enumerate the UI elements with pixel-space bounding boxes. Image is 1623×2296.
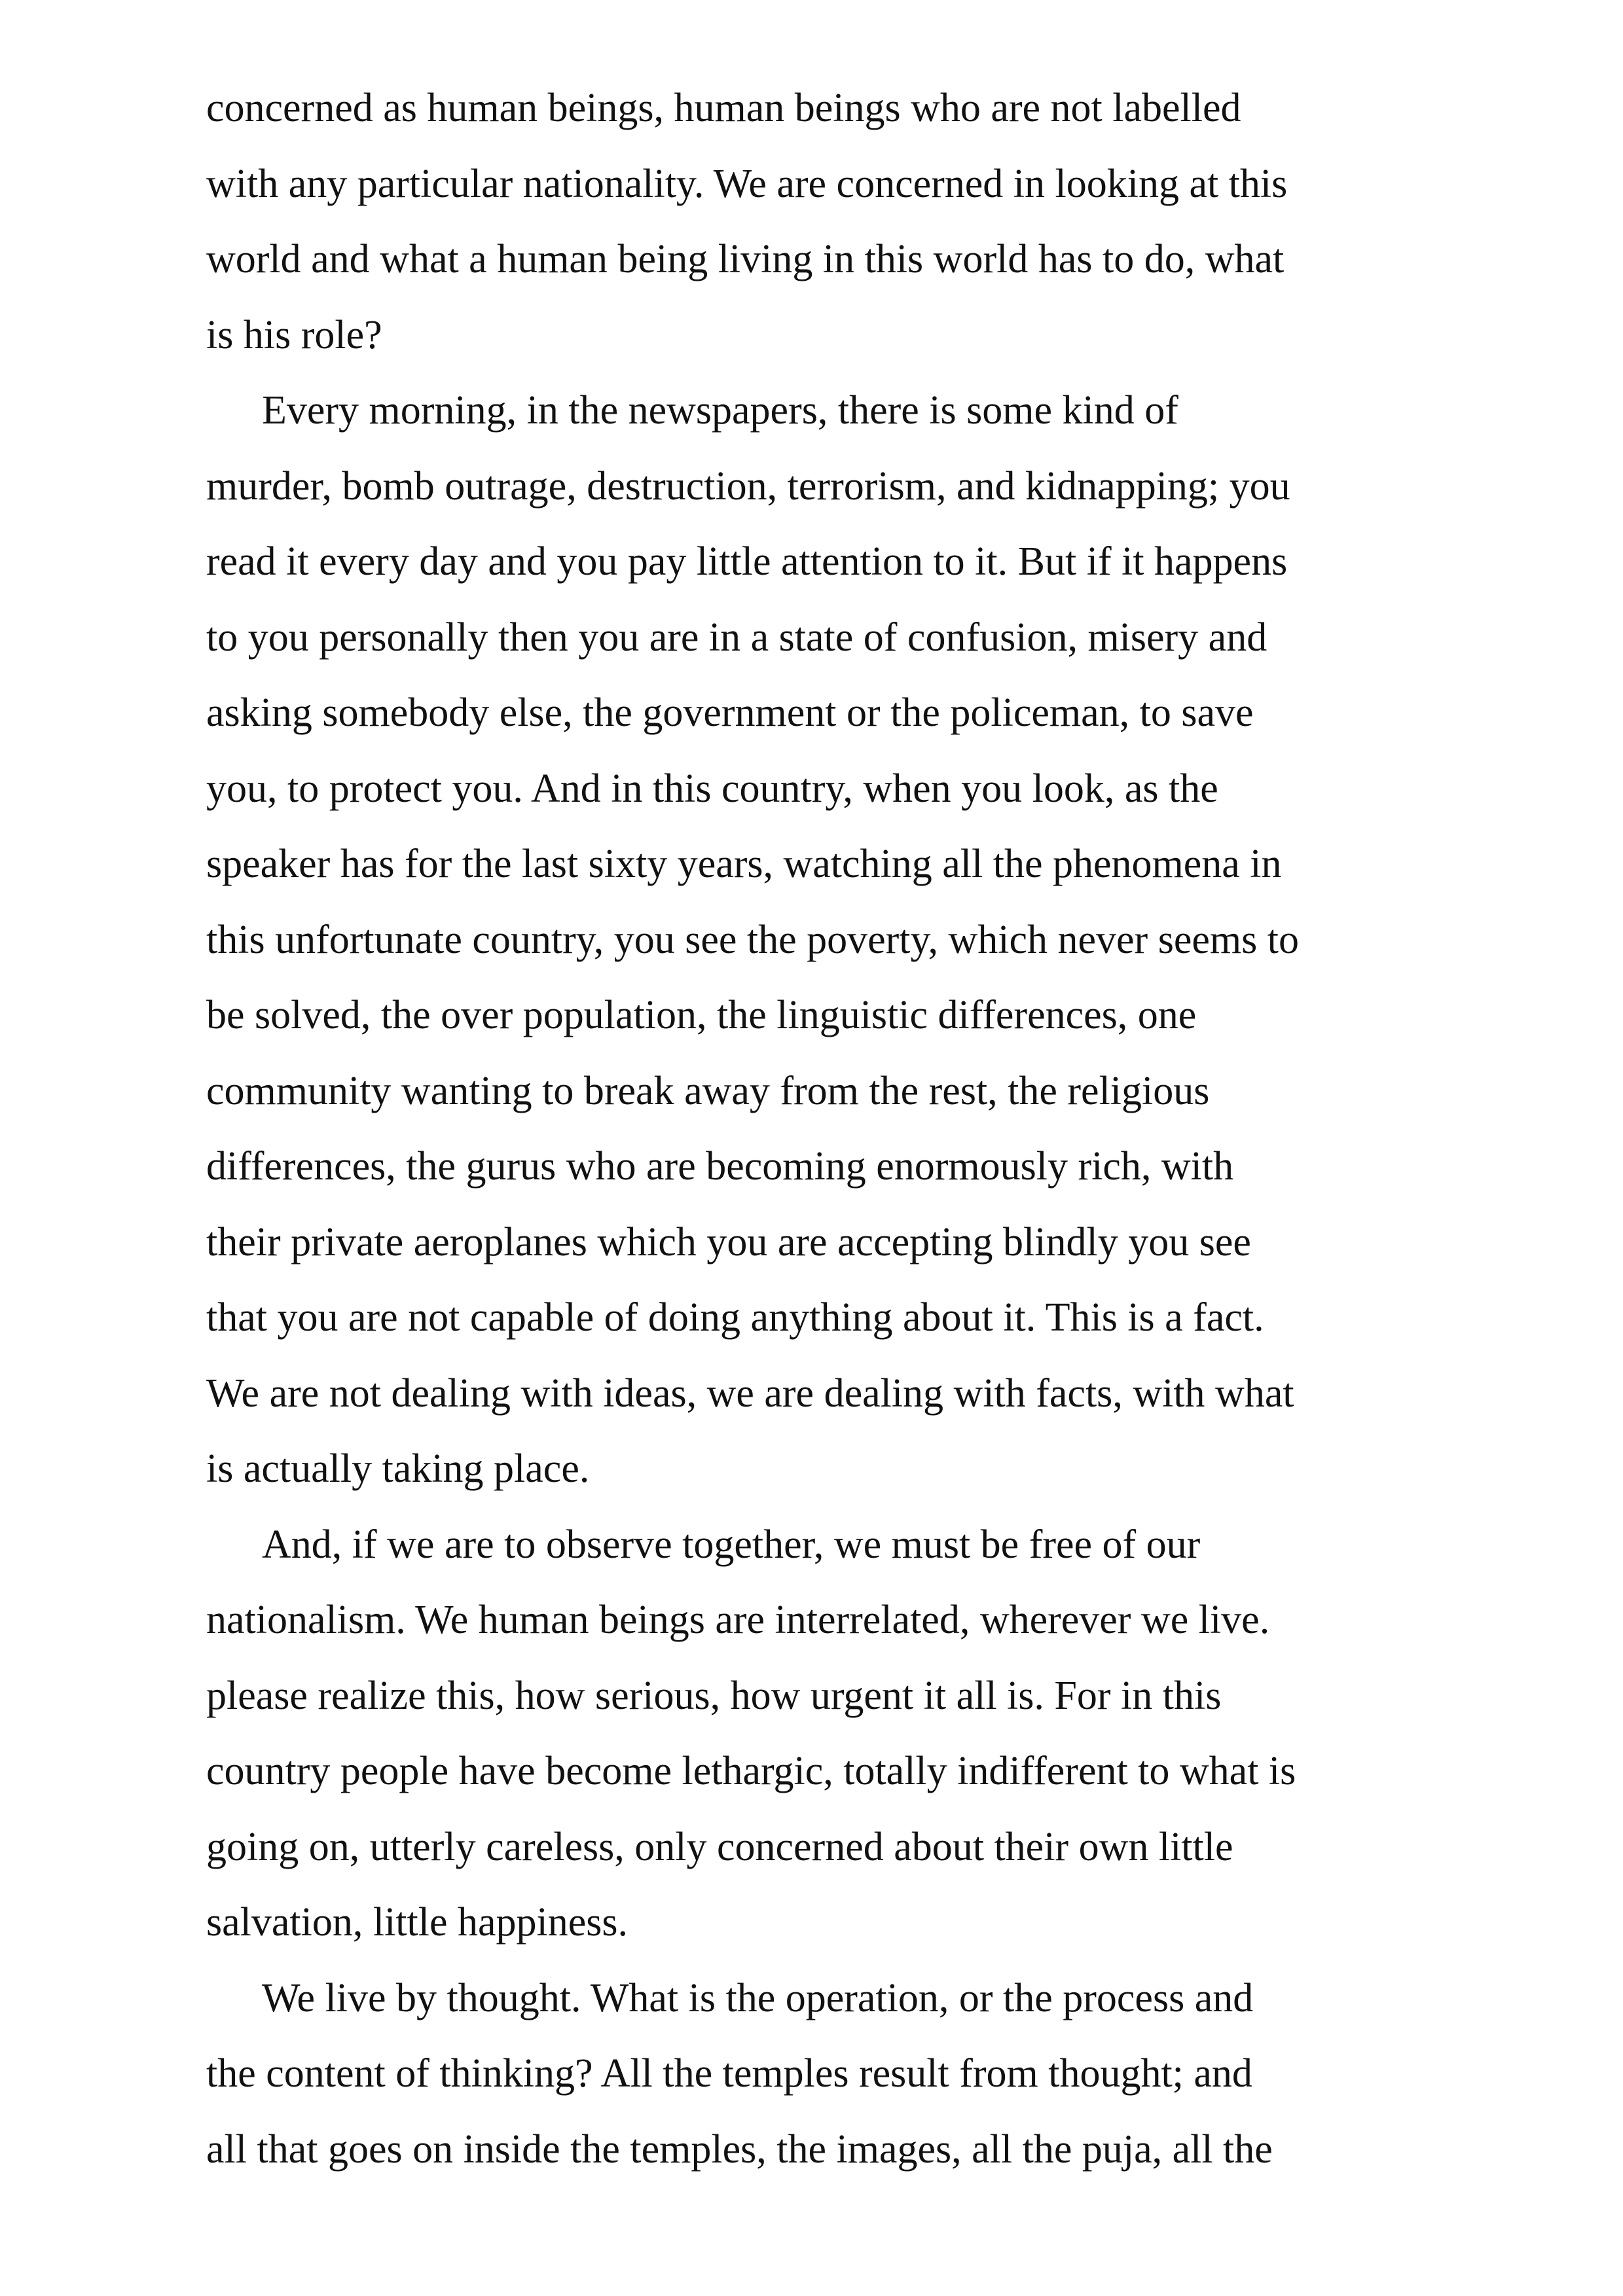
text-line: is his role? bbox=[206, 312, 382, 357]
text-line: their private aeroplanes which you are accepting blindly you see bbox=[206, 1219, 1251, 1265]
body-text bbox=[206, 71, 1437, 2187]
text-line: please realize this, how serious, how urgent it all is. For in this bbox=[206, 1673, 1222, 1718]
paragraph-4 bbox=[206, 1961, 1437, 2188]
text-line: And, if we are to observe together, we must be free of our bbox=[262, 1522, 1201, 1567]
text-line: We are not dealing with ideas, we are dealing with facts, with what bbox=[206, 1371, 1294, 1416]
text-line: community wanting to break away from the rest, the religious bbox=[206, 1068, 1210, 1113]
text-line: nationalism. We human beings are interrelated, wherever we live. bbox=[206, 1598, 1270, 1642]
text-line: Every morning, in the newspapers, there is some kind of bbox=[262, 388, 1178, 433]
text-line: read it every day and you pay little attention to it. But if it happens bbox=[206, 539, 1288, 584]
text-line: going on, utterly careless, only concerned about their own little bbox=[206, 1824, 1233, 1869]
text-line: world and what a human being living in this world has to do, what bbox=[206, 237, 1285, 281]
paragraph-2 bbox=[206, 373, 1437, 1507]
text-line: with any particular nationality. We are concerned in looking at this bbox=[206, 161, 1288, 206]
text-line: this unfortunate country, you see the poverty, which never seems to bbox=[206, 917, 1299, 962]
paragraph-3 bbox=[206, 1507, 1437, 1961]
text-line: We live by thought. What is the operation, or the process and bbox=[262, 1975, 1254, 2020]
text-line: murder, bomb outrage, destruction, terrorism, and kidnapping; you bbox=[206, 463, 1290, 509]
text-line: asking somebody else, the government or the policeman, to save bbox=[206, 691, 1254, 735]
text-line: is actually taking place. bbox=[206, 1446, 590, 1491]
text-line: you, to protect you. And in this country, when you look, as the bbox=[206, 766, 1218, 811]
text-line: all that goes on inside the temples, the images, all the puja, all the bbox=[206, 2126, 1273, 2172]
text-line: the content of thinking? All the temples result from thought; and bbox=[206, 2051, 1252, 2096]
text-line: be solved, the over population, the linguistic differences, one bbox=[206, 993, 1197, 1037]
text-line: differences, the gurus who are becoming enormously rich, with bbox=[206, 1144, 1234, 1189]
text-line: country people have become lethargic, totally indifferent to what is bbox=[206, 1749, 1296, 1793]
text-line: concerned as human beings, human beings who are not labelled bbox=[206, 86, 1241, 130]
paragraph-1 bbox=[206, 71, 1437, 373]
text-line: to you personally then you are in a state of confusion, misery and bbox=[206, 615, 1267, 660]
text-line: that you are not capable of doing anything about it. This is a fact. bbox=[206, 1295, 1264, 1340]
text-line: speaker has for the last sixty years, watching all the phenomena in bbox=[206, 842, 1282, 886]
text-line: salvation, little happiness. bbox=[206, 1900, 629, 1945]
